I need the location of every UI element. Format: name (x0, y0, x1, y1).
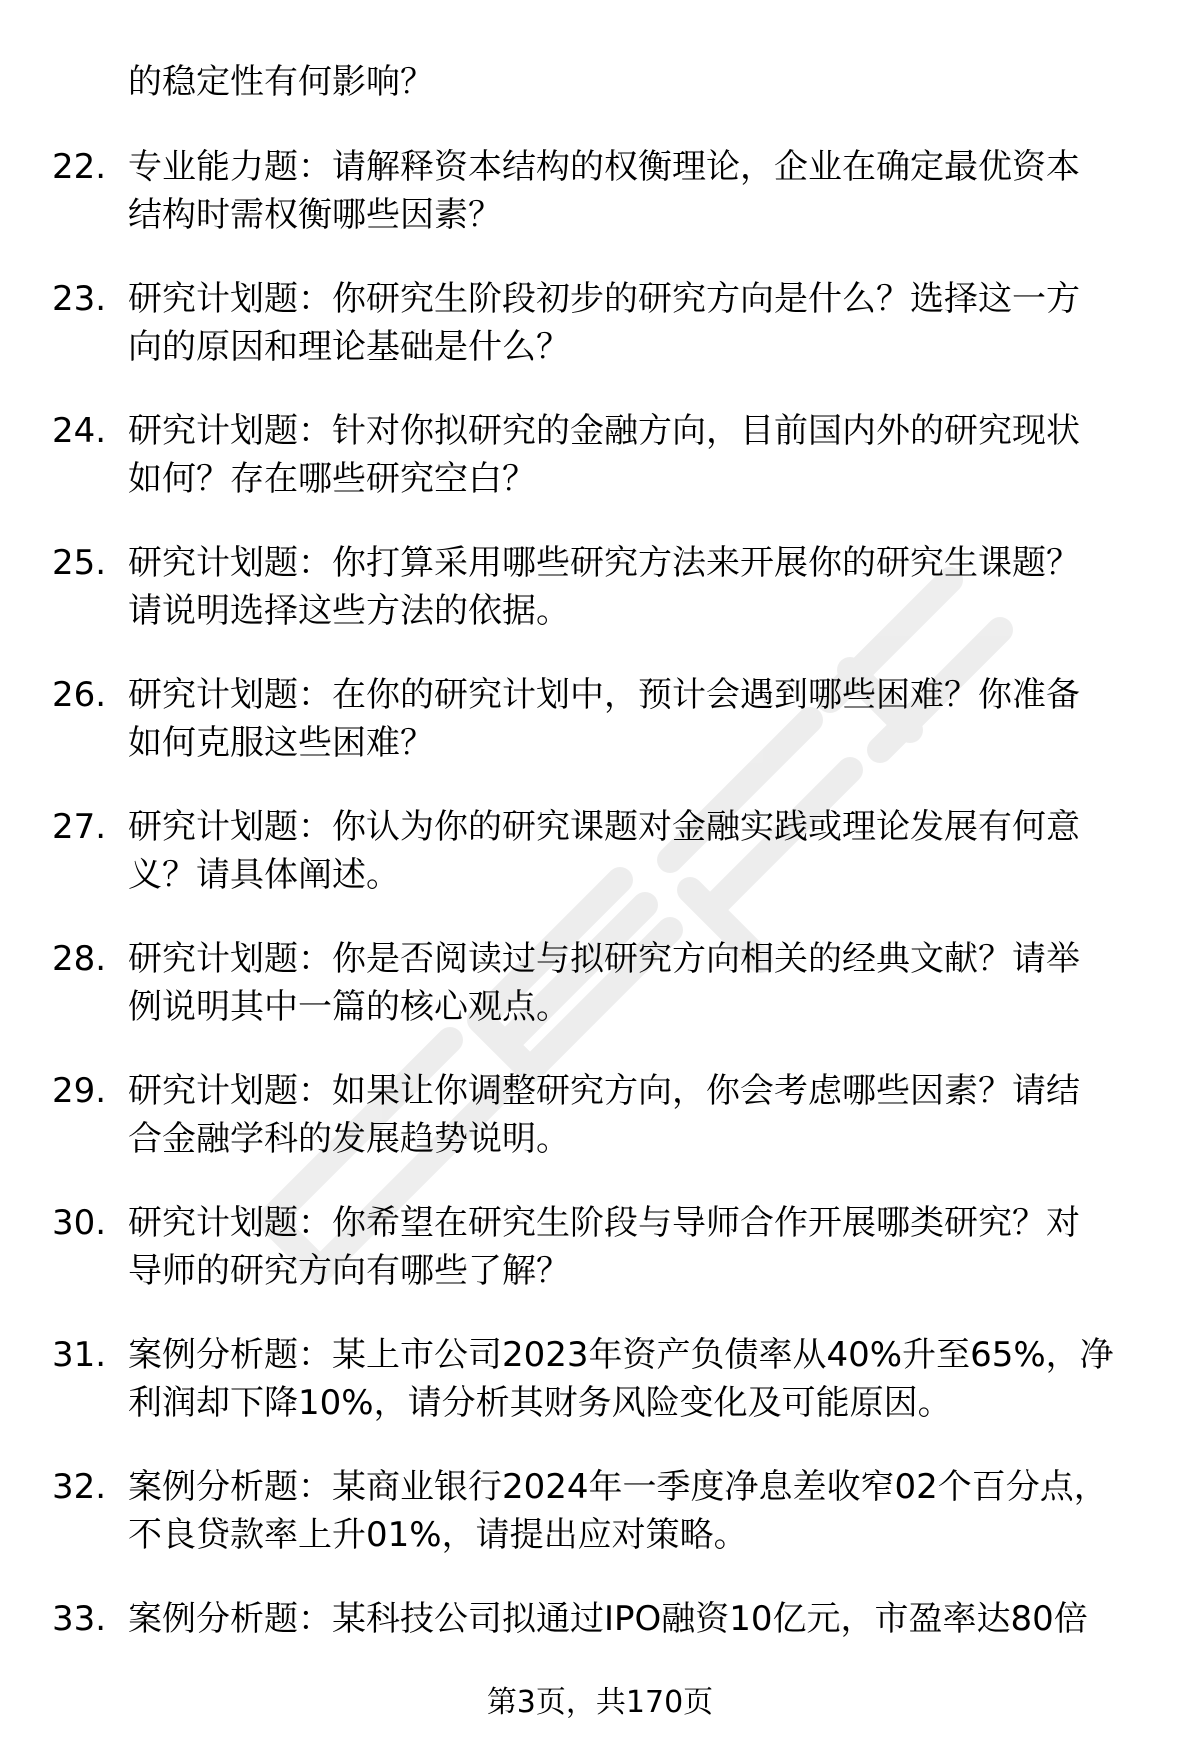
question-number: 28. (52, 939, 107, 979)
question-number: 33. (52, 1599, 107, 1639)
question-number: 26. (52, 675, 107, 715)
page-footer: 第3页，共170页 (486, 1685, 714, 1720)
question-number: 24. (52, 411, 107, 451)
question-number: 30. (52, 1203, 107, 1243)
question-line: 例说明其中一篇的核心观点。 (128, 987, 570, 1027)
question-text (128, 1331, 1148, 1427)
question-text (128, 803, 1148, 899)
question-line: 研究计划题：你研究生阶段初步的研究方向是什么？选择这一方 (128, 279, 1080, 319)
question-line: 如何？存在哪些研究空白？ (128, 459, 536, 499)
question-line: 利润却下降10%，请分析其财务风险变化及可能原因。 (128, 1383, 952, 1423)
list-item (0, 803, 1200, 935)
question-line: 不良贷款率上升01%，请提出应对策略。 (128, 1515, 748, 1555)
question-line: 案例分析题：某商业银行2024年一季度净息差收窄02个百分点， (128, 1467, 1108, 1507)
question-number: 32. (52, 1467, 107, 1507)
question-number: 27. (52, 807, 107, 847)
question-text (128, 275, 1148, 371)
question-line: 义？请具体阐述。 (128, 855, 400, 895)
list-item (0, 671, 1200, 803)
question-text (128, 539, 1148, 635)
list-item (0, 143, 1200, 275)
question-line: 请说明选择这些方法的依据。 (128, 591, 570, 631)
question-line: 案例分析题：某科技公司拟通过IPO融资10亿元，市盈率达80倍 (128, 1599, 1088, 1639)
question-text (128, 935, 1148, 1031)
question-number: 31. (52, 1335, 107, 1375)
question-line: 向的原因和理论基础是什么？ (128, 327, 570, 367)
question-line: 研究计划题：你是否阅读过与拟研究方向相关的经典文献？请举 (128, 939, 1080, 979)
list-item (0, 407, 1200, 539)
question-text (128, 1595, 1148, 1643)
question-text (128, 671, 1148, 767)
list-item (0, 935, 1200, 1067)
list-item (0, 275, 1200, 407)
continuation-text: 的稳定性有何影响？ (128, 62, 434, 102)
question-text (128, 407, 1148, 503)
question-text (128, 1199, 1148, 1295)
question-line: 如何克服这些困难？ (128, 723, 434, 763)
question-number: 23. (52, 279, 107, 319)
question-text (128, 143, 1148, 239)
question-number: 29. (52, 1071, 107, 1111)
list-item (0, 1067, 1200, 1199)
question-line: 结构时需权衡哪些因素？ (128, 195, 502, 235)
question-line: 研究计划题：针对你拟研究的金融方向，目前国内外的研究现状 (128, 411, 1080, 451)
list-item (0, 1331, 1200, 1463)
question-line: 研究计划题：你认为你的研究课题对金融实践或理论发展有何意 (128, 807, 1080, 847)
question-line: 导师的研究方向有哪些了解？ (128, 1251, 570, 1291)
question-text (128, 1067, 1148, 1163)
list-item (0, 1199, 1200, 1331)
question-line: 合金融学科的发展趋势说明。 (128, 1119, 570, 1159)
question-text (128, 1463, 1148, 1559)
question-line: 研究计划题：你打算采用哪些研究方法来开展你的研究生课题？ (128, 543, 1080, 583)
question-line: 案例分析题：某上市公司2023年资产负债率从40%升至65%，净 (128, 1335, 1114, 1375)
list-item (0, 1463, 1200, 1595)
question-number: 25. (52, 543, 107, 583)
question-list (0, 143, 1200, 1727)
question-number: 22. (52, 147, 107, 187)
question-line: 研究计划题：如果让你调整研究方向，你会考虑哪些因素？请结 (128, 1071, 1080, 1111)
question-line: 研究计划题：你希望在研究生阶段与导师合作开展哪类研究？对 (128, 1203, 1080, 1243)
question-line: 研究计划题：在你的研究计划中，预计会遇到哪些困难？你准备 (128, 675, 1080, 715)
question-line: 专业能力题：请解释资本结构的权衡理论，企业在确定最优资本 (128, 147, 1080, 187)
list-item (0, 539, 1200, 671)
